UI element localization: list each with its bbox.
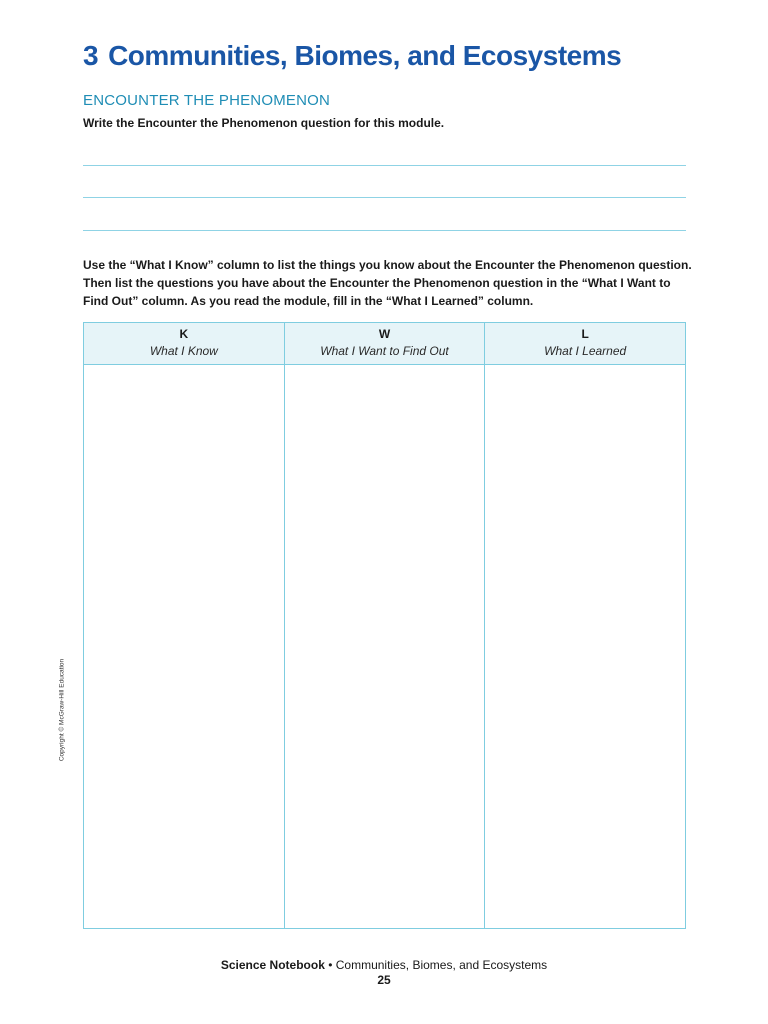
module-number: 3 bbox=[83, 40, 99, 71]
page-footer bbox=[0, 958, 768, 973]
question-instruction: Write the Encounter the Phenomenon question for this module. bbox=[83, 116, 445, 130]
kwl-instructions: Use the “What I Know” column to list the things you know about the Encounter the Phenomenon question. Then list the questions you have about the Encounter the Phenomenon question in the “What I Want to Find Out” column. As you read the module, fill in the “What I Learned” column. bbox=[83, 258, 692, 308]
footer-separator: • bbox=[324, 958, 336, 972]
kwl-label: What I Know bbox=[149, 344, 218, 358]
kwl-column-w bbox=[285, 323, 486, 928]
page-title bbox=[83, 40, 621, 72]
kwl-letter: L bbox=[581, 327, 589, 341]
footer-chapter: Communities, Biomes, and Ecosystems bbox=[335, 958, 548, 972]
answer-line-1[interactable] bbox=[83, 165, 686, 166]
kwl-letter: W bbox=[378, 327, 391, 341]
kwl-chart bbox=[83, 322, 686, 929]
kwl-write-area-know[interactable] bbox=[84, 365, 284, 928]
kwl-header-k bbox=[84, 323, 284, 365]
kwl-write-area-want[interactable] bbox=[285, 365, 485, 928]
answer-line-2[interactable] bbox=[83, 197, 686, 198]
kwl-label: What I Want to Find Out bbox=[320, 344, 449, 358]
kwl-letter: K bbox=[179, 327, 189, 341]
footer-book-title: Science Notebook bbox=[220, 958, 325, 972]
kwl-column-k bbox=[84, 323, 285, 928]
kwl-header-w bbox=[285, 323, 485, 365]
answer-line-3[interactable] bbox=[83, 230, 686, 231]
kwl-header-l bbox=[485, 323, 685, 365]
section-heading: ENCOUNTER THE PHENOMENON bbox=[83, 92, 331, 109]
kwl-label: What I Learned bbox=[544, 344, 627, 358]
kwl-column-l bbox=[485, 323, 685, 928]
copyright-notice: Copyright © McGraw-Hill Education bbox=[58, 658, 66, 762]
page-number: 25 bbox=[377, 973, 391, 987]
module-title: Communities, Biomes, and Ecosystems bbox=[108, 40, 622, 71]
kwl-write-area-learned[interactable] bbox=[485, 365, 685, 928]
